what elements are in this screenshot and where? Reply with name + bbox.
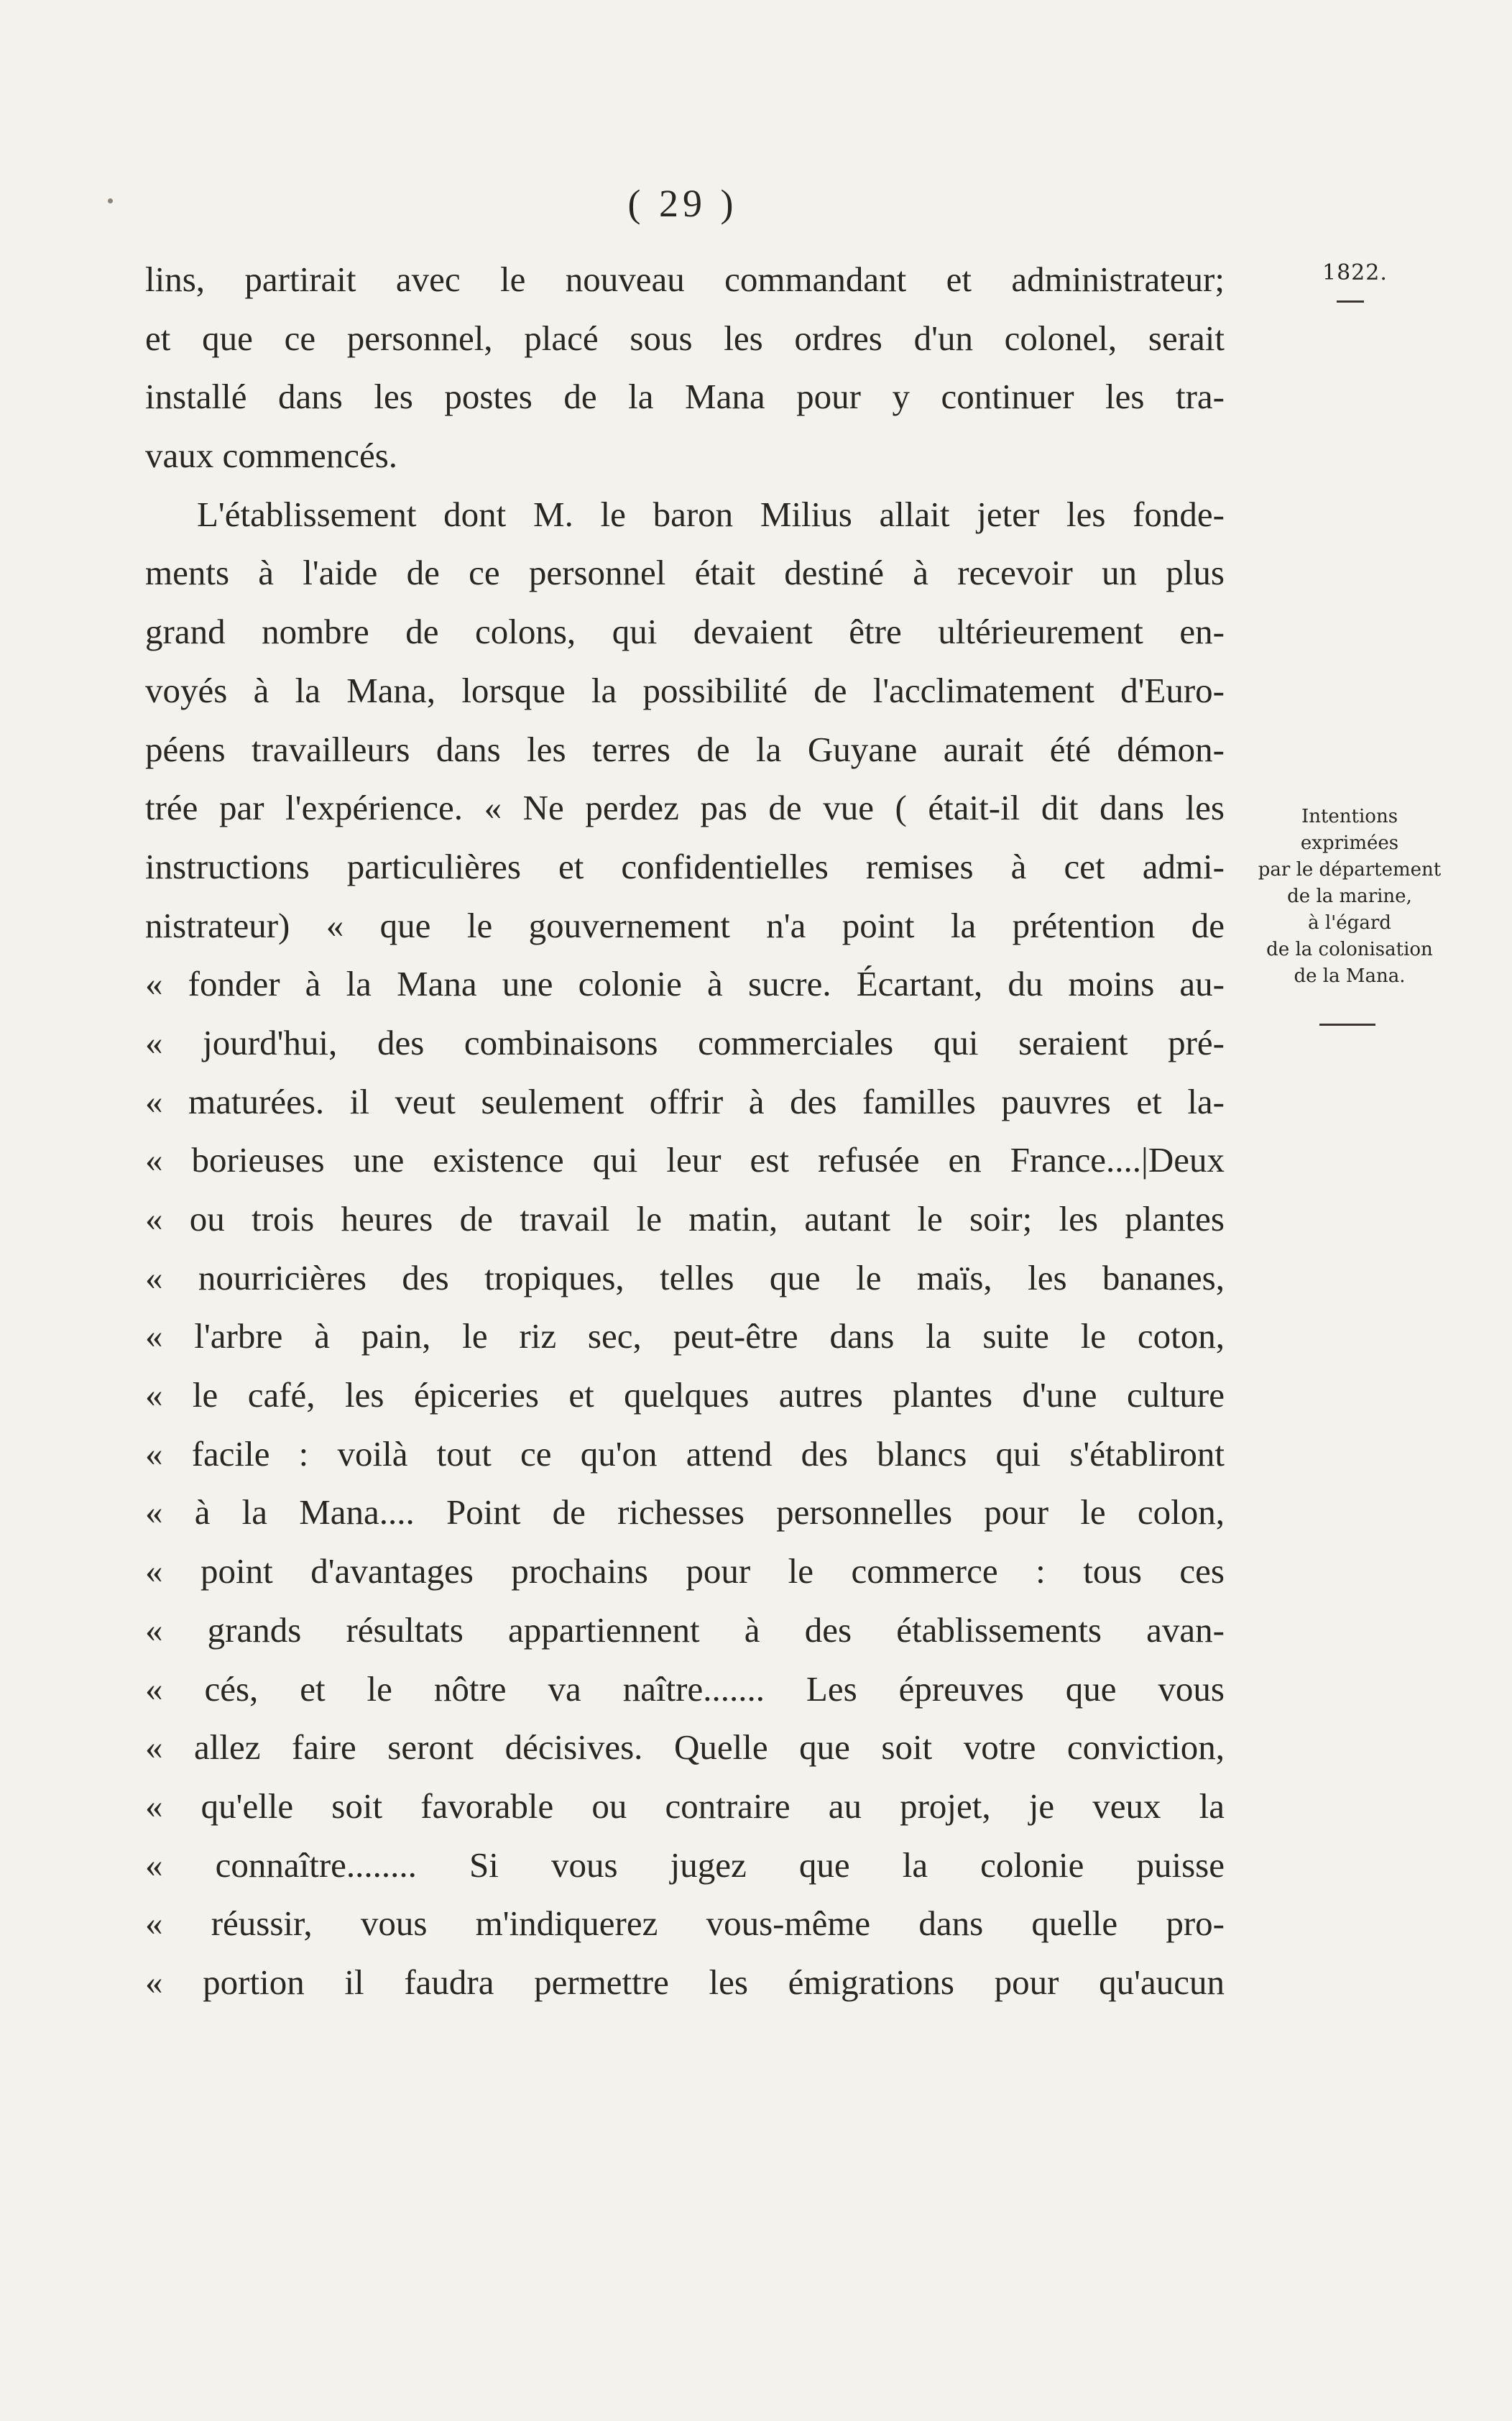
text-line: « ou trois heures de travail le matin, autant le soir; les plantes	[145, 1199, 1225, 1239]
text-line: grand nombre de colons, qui devaient être ultérieurement en-	[145, 612, 1225, 652]
text-line: « qu'elle soit favorable ou contraire au projet, je veux la	[145, 1786, 1225, 1826]
text-line: trée par l'expérience. « Ne perdez pas de vue ( était-il dit dans les	[145, 788, 1225, 828]
margin-year-rule	[1337, 300, 1364, 303]
text-line: « allez faire seront décisives. Quelle que soit votre conviction,	[145, 1727, 1225, 1768]
text-line: instructions particulières et confidentielles remises à cet admi-	[145, 846, 1225, 886]
margin-note-line: par le département	[1258, 859, 1442, 881]
text-line: « point d'avantages prochains pour le commerce : tous ces	[145, 1551, 1225, 1591]
margin-note-line: Intentions	[1301, 806, 1398, 827]
page-number: ( 29 )	[627, 182, 738, 225]
margin-note-rule	[1319, 1024, 1375, 1026]
text-line: « portion il faudra permettre les émigrations pour qu'aucun	[145, 1962, 1225, 2002]
text-line: « l'arbre à pain, le riz sec, peut-être dans la suite le coton,	[145, 1316, 1225, 1356]
text-line: « à la Mana.... Point de richesses personnelles pour le colon,	[145, 1492, 1225, 1533]
margin-note-line: de la marine,	[1287, 886, 1412, 907]
text-line: « facile : voilà tout ce qu'on attend des blancs qui s'établiront	[145, 1433, 1225, 1474]
text-line: « jourd'hui, des combinaisons commerciales qui seraient pré-	[145, 1022, 1225, 1062]
margin-note-line: exprimées	[1300, 832, 1399, 854]
text-line: « nourricières des tropiques, telles que le maïs, les bananes,	[145, 1257, 1225, 1297]
text-line: péens travailleurs dans les terres de la Guyane aurait été démon-	[145, 729, 1225, 769]
text-line: installé dans les postes de la Mana pour y continuer les tra-	[145, 377, 1225, 417]
margin-note-line: de la colonisation	[1266, 939, 1433, 960]
text-line: vaux commencés.	[145, 436, 398, 476]
text-line: « borieuses une existence qui leur est refusée en France....|Deux	[145, 1140, 1225, 1180]
text-line: « grands résultats appartiennent à des établissements avan-	[145, 1609, 1225, 1650]
body-text	[145, 250, 1225, 2012]
text-line: ments à l'aide de ce personnel était destiné à recevoir un plus	[145, 553, 1225, 593]
margin-note-line: à l'égard	[1308, 912, 1391, 934]
text-line: « cés, et le nôtre va naître....... Les épreuves que vous	[145, 1668, 1225, 1709]
text-line: nistrateur) « que le gouvernement n'a point la prétention de	[145, 905, 1225, 945]
margin-note	[1230, 804, 1469, 990]
text-line: « le café, les épiceries et quelques autres plantes d'une culture	[145, 1375, 1225, 1415]
text-line: et que ce personnel, placé sous les ordres d'un colonel, serait	[145, 318, 1225, 358]
text-line: L'établissement dont M. le baron Milius allait jeter les fonde-	[197, 494, 1225, 534]
text-line: voyés à la Mana, lorsque la possibilité de l'acclimatement d'Euro-	[145, 670, 1225, 710]
margin-year: 1822.	[1322, 260, 1388, 285]
margin-note-line: de la Mana.	[1294, 965, 1406, 987]
text-line: « fonder à la Mana une colonie à sucre. Écartant, du moins au-	[145, 964, 1225, 1004]
text-line: « maturées. il veut seulement offrir à des familles pauvres et la-	[145, 1081, 1225, 1121]
text-line: « réussir, vous m'indiquerez vous-même dans quelle pro-	[145, 1903, 1225, 1944]
text-line: lins, partirait avec le nouveau commandant et administrateur;	[145, 259, 1225, 299]
text-line: « connaître........ Si vous jugez que la colonie puisse	[145, 1845, 1225, 1885]
